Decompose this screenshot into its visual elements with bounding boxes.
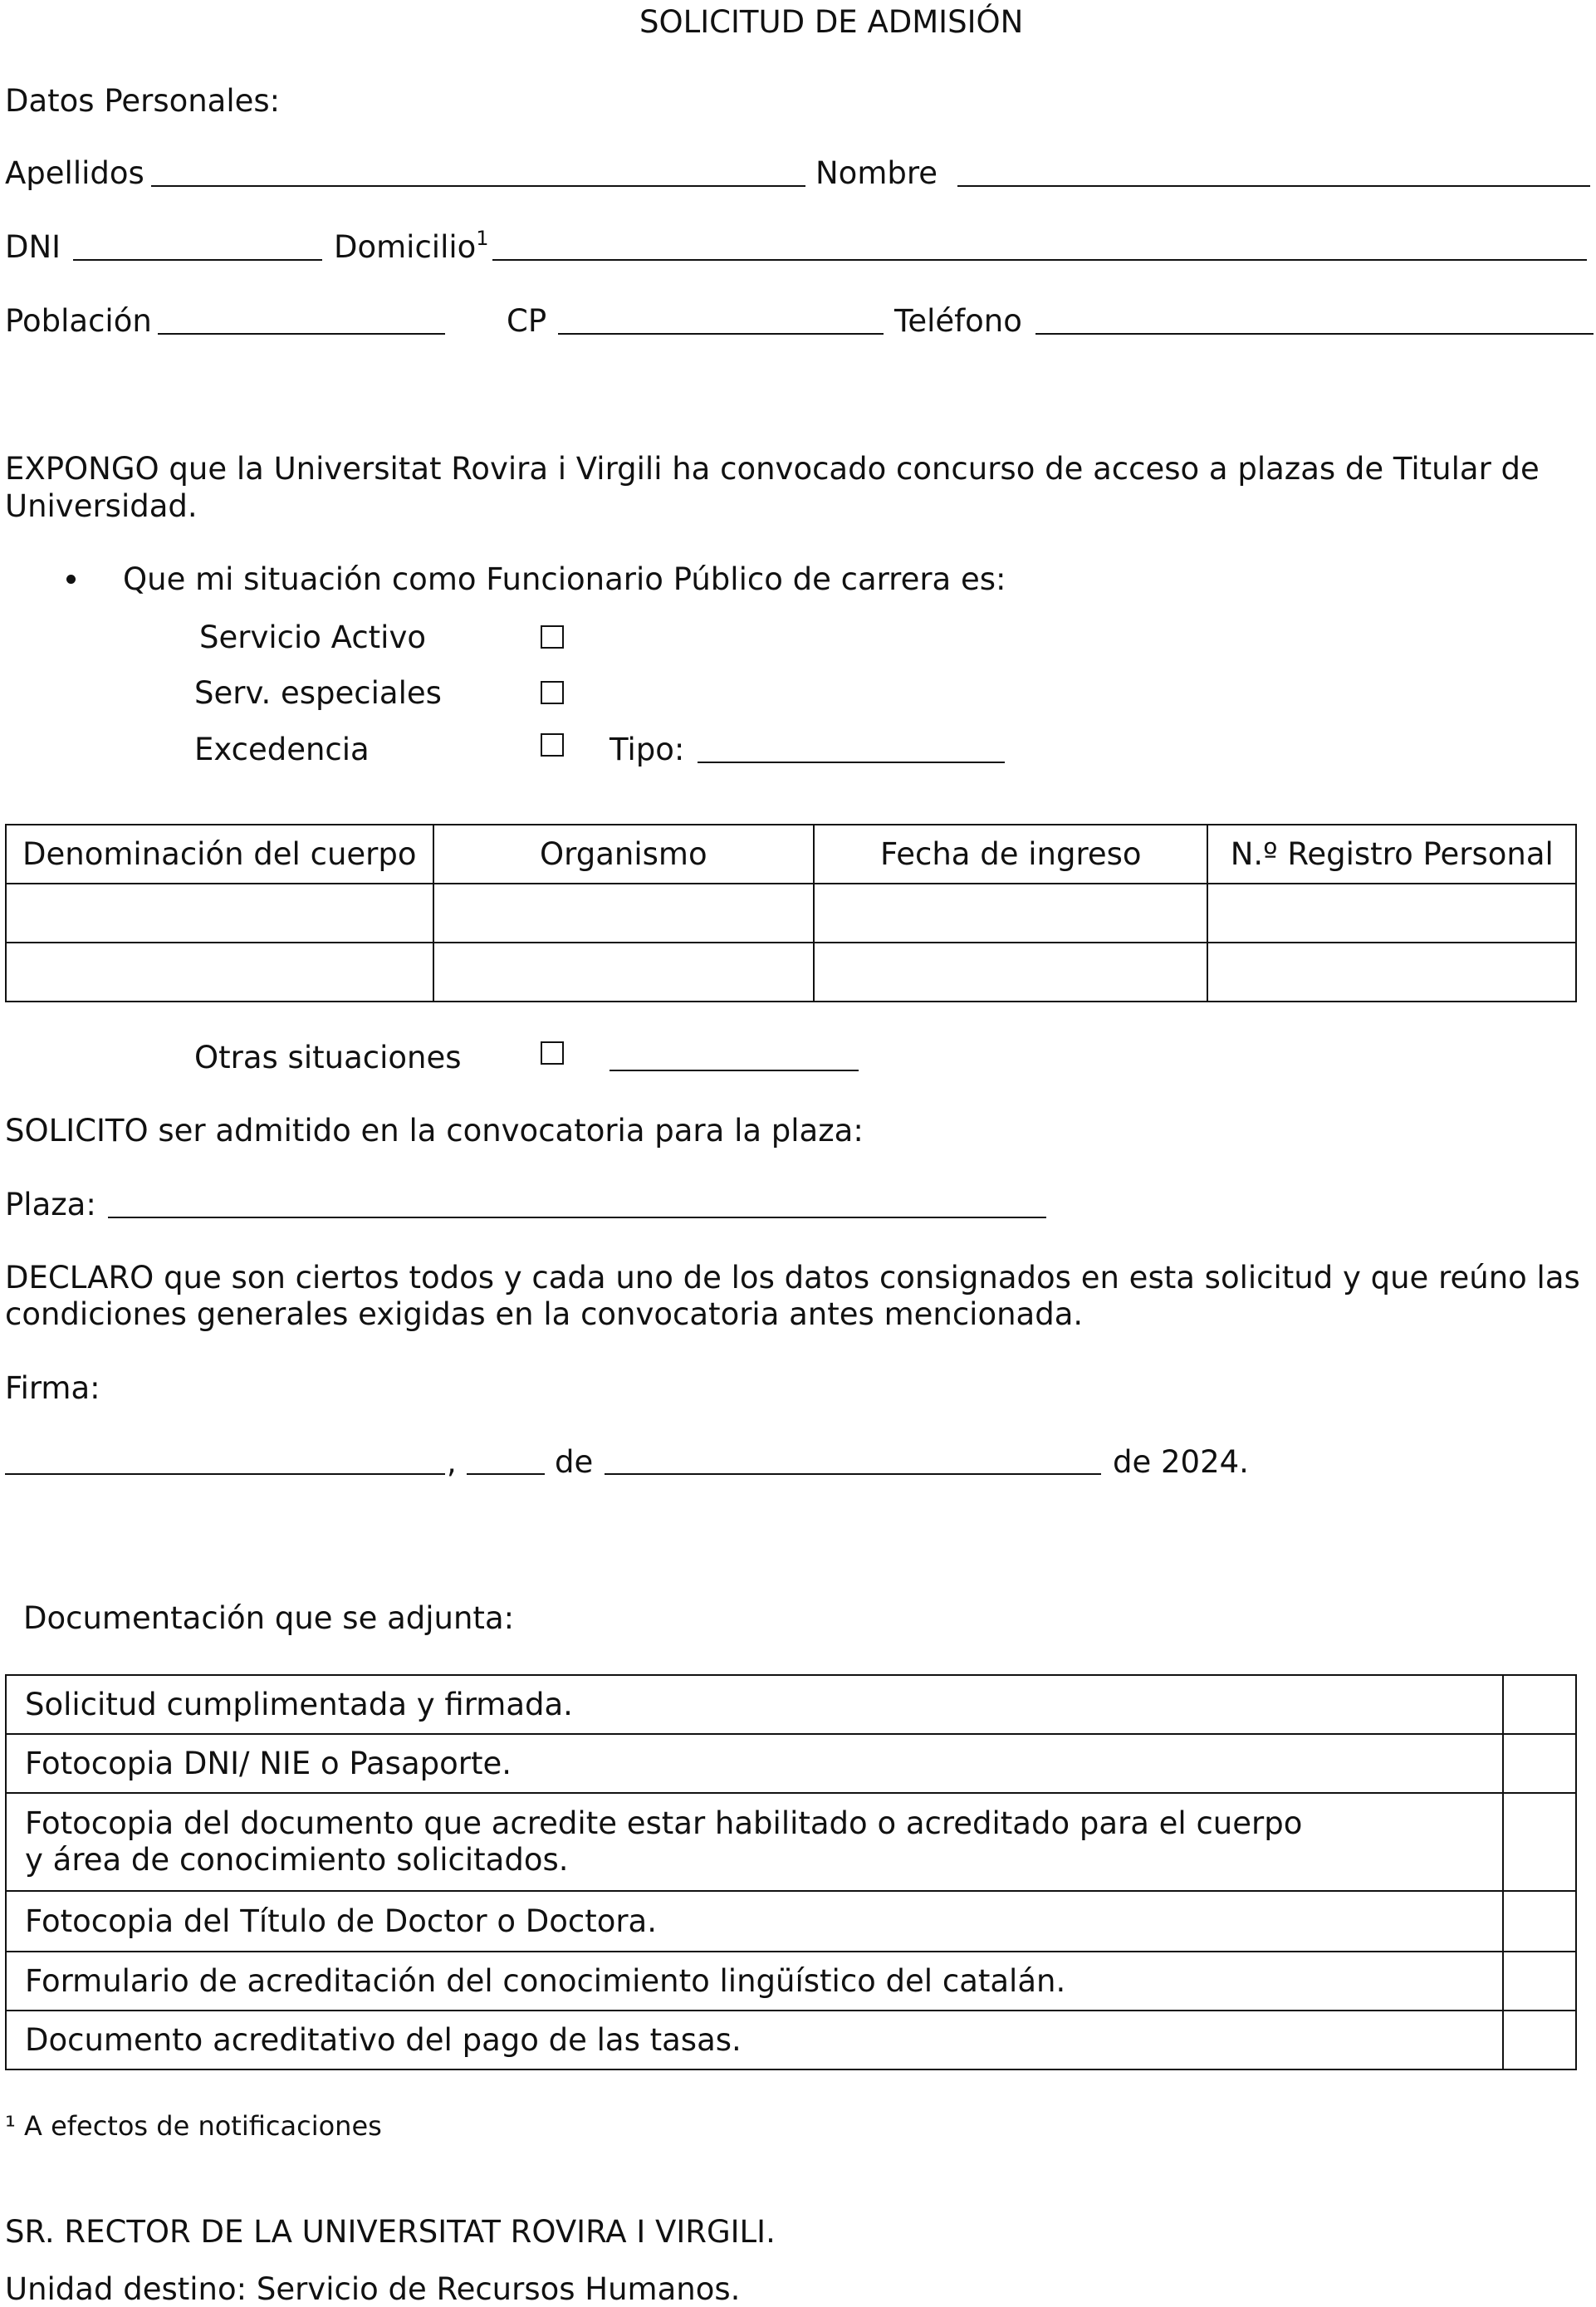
bullet-icon	[66, 575, 76, 584]
cp-field[interactable]	[558, 333, 884, 335]
doc-item-text: Solicitud cumplimentada y firmada.	[25, 1686, 573, 1722]
doc-item-label	[6, 1952, 1503, 2011]
doc-item-checkbox[interactable]	[1503, 1952, 1576, 2011]
doc-item-text: Fotocopia DNI/ NIE o Pasaporte.	[25, 1745, 512, 1781]
table-cell[interactable]	[433, 884, 815, 943]
apellidos-field[interactable]	[151, 185, 805, 187]
poblacion-label: Población	[5, 303, 152, 339]
date-comma: ,	[447, 1444, 457, 1480]
expongo-line-2: Universidad.	[5, 488, 198, 524]
table-cell[interactable]	[433, 943, 815, 1002]
option-serv-especiales: Serv. especiales	[194, 675, 442, 711]
list-item	[6, 1891, 1576, 1952]
dni-field[interactable]	[73, 259, 322, 261]
checkbox-serv-especiales[interactable]	[541, 681, 564, 704]
plaza-field[interactable]	[108, 1217, 1046, 1218]
date-de-1: de	[555, 1444, 594, 1480]
plaza-label: Plaza:	[5, 1187, 96, 1222]
doc-item-label	[6, 2011, 1503, 2069]
doc-item-label	[6, 1793, 1503, 1891]
dni-label: DNI	[5, 229, 61, 265]
table-cell[interactable]	[1207, 884, 1576, 943]
otras-situaciones-label: Otras situaciones	[194, 1040, 462, 1075]
recipient-line-1: SR. RECTOR DE LA UNIVERSITAT ROVIRA I VIRGILI.	[5, 2214, 776, 2250]
tipo-label: Tipo:	[610, 732, 685, 767]
header-denominacion: Denominación del cuerpo	[6, 825, 433, 884]
personal-section-heading: Datos Personales:	[5, 83, 281, 119]
table-cell[interactable]	[1207, 943, 1576, 1002]
checkbox-otras-situaciones[interactable]	[541, 1041, 564, 1065]
domicilio-text: Domicilio	[334, 229, 477, 265]
day-field[interactable]	[467, 1473, 545, 1475]
list-item	[6, 1793, 1576, 1891]
situacion-statement: Que mi situación como Funcionario Público de carrera es:	[123, 561, 1006, 597]
checkbox-excedencia[interactable]	[541, 733, 564, 757]
cuerpo-table	[5, 824, 1577, 1002]
doc-item-checkbox[interactable]	[1503, 1675, 1576, 1734]
table-row	[6, 884, 1576, 943]
doc-item-checkbox[interactable]	[1503, 1891, 1576, 1952]
apellidos-label: Apellidos	[5, 155, 144, 191]
doc-item-text: Fotocopia del documento que acredite estar habilitado o acreditado para el cuerpo	[25, 1805, 1303, 1841]
footnote-mark: 1	[476, 227, 489, 250]
header-organismo: Organismo	[433, 825, 815, 884]
documentacion-table	[5, 1674, 1577, 2070]
cuerpo-header-row	[6, 825, 1576, 884]
nombre-label: Nombre	[815, 155, 938, 191]
place-field[interactable]	[5, 1473, 445, 1475]
telefono-field[interactable]	[1035, 333, 1594, 335]
otras-situaciones-field[interactable]	[610, 1070, 859, 1071]
doc-item-text: Fotocopia del Título de Doctor o Doctora.	[25, 1903, 657, 1939]
firma-label: Firma:	[5, 1370, 100, 1406]
doc-item-label	[6, 1891, 1503, 1952]
expongo-line-1: EXPONGO que la Universitat Rovira i Virgili ha convocado concurso de acceso a plazas de Titular de	[5, 451, 1540, 487]
doc-item-text: Formulario de acreditación del conocimiento lingüístico del catalán.	[25, 1962, 1066, 1999]
domicilio-field[interactable]	[492, 259, 1587, 261]
doc-item-text-continued: y área de conocimiento solicitados.	[25, 1842, 569, 1878]
recipient-line-2: Unidad destino: Servicio de Recursos Humanos.	[5, 2271, 741, 2307]
list-item	[6, 1952, 1576, 2011]
table-cell[interactable]	[6, 884, 433, 943]
doc-item-checkbox[interactable]	[1503, 1793, 1576, 1891]
option-servicio-activo: Servicio Activo	[199, 620, 426, 655]
page-title: SOLICITUD DE ADMISIÓN	[639, 4, 1024, 40]
table-cell[interactable]	[814, 884, 1207, 943]
solicito-statement: SOLICITO ser admitido en la convocatoria para la plaza:	[5, 1113, 864, 1149]
doc-item-label	[6, 1675, 1503, 1734]
list-item	[6, 1675, 1576, 1734]
domicilio-label	[334, 227, 489, 265]
doc-item-label	[6, 1734, 1503, 1793]
table-row	[6, 943, 1576, 1002]
cp-label: CP	[507, 303, 547, 339]
documentacion-heading: Documentación que se adjunta:	[23, 1600, 515, 1636]
list-item	[6, 2011, 1576, 2069]
footnote: ¹ A efectos de notificaciones	[5, 2110, 382, 2142]
doc-item-checkbox[interactable]	[1503, 2011, 1576, 2069]
table-cell[interactable]	[6, 943, 433, 1002]
header-registro-personal: N.º Registro Personal	[1207, 825, 1576, 884]
header-fecha-ingreso: Fecha de ingreso	[814, 825, 1207, 884]
doc-item-text: Documento acreditativo del pago de las tasas.	[25, 2021, 742, 2058]
date-year: de 2024.	[1113, 1444, 1249, 1480]
nombre-field[interactable]	[957, 185, 1590, 187]
checkbox-servicio-activo[interactable]	[541, 625, 564, 649]
list-item	[6, 1734, 1576, 1793]
telefono-label: Teléfono	[894, 303, 1022, 339]
option-excedencia: Excedencia	[194, 732, 370, 767]
table-cell[interactable]	[814, 943, 1207, 1002]
doc-item-checkbox[interactable]	[1503, 1734, 1576, 1793]
month-field[interactable]	[605, 1473, 1101, 1475]
poblacion-field[interactable]	[158, 333, 445, 335]
declaro-line-2: condiciones generales exigidas en la convocatoria antes mencionada.	[5, 1296, 1084, 1332]
tipo-field[interactable]	[698, 762, 1005, 763]
declaro-line-1: DECLARO que son ciertos todos y cada uno de los datos consignados en esta solicitud y que reúno las	[5, 1260, 1580, 1296]
